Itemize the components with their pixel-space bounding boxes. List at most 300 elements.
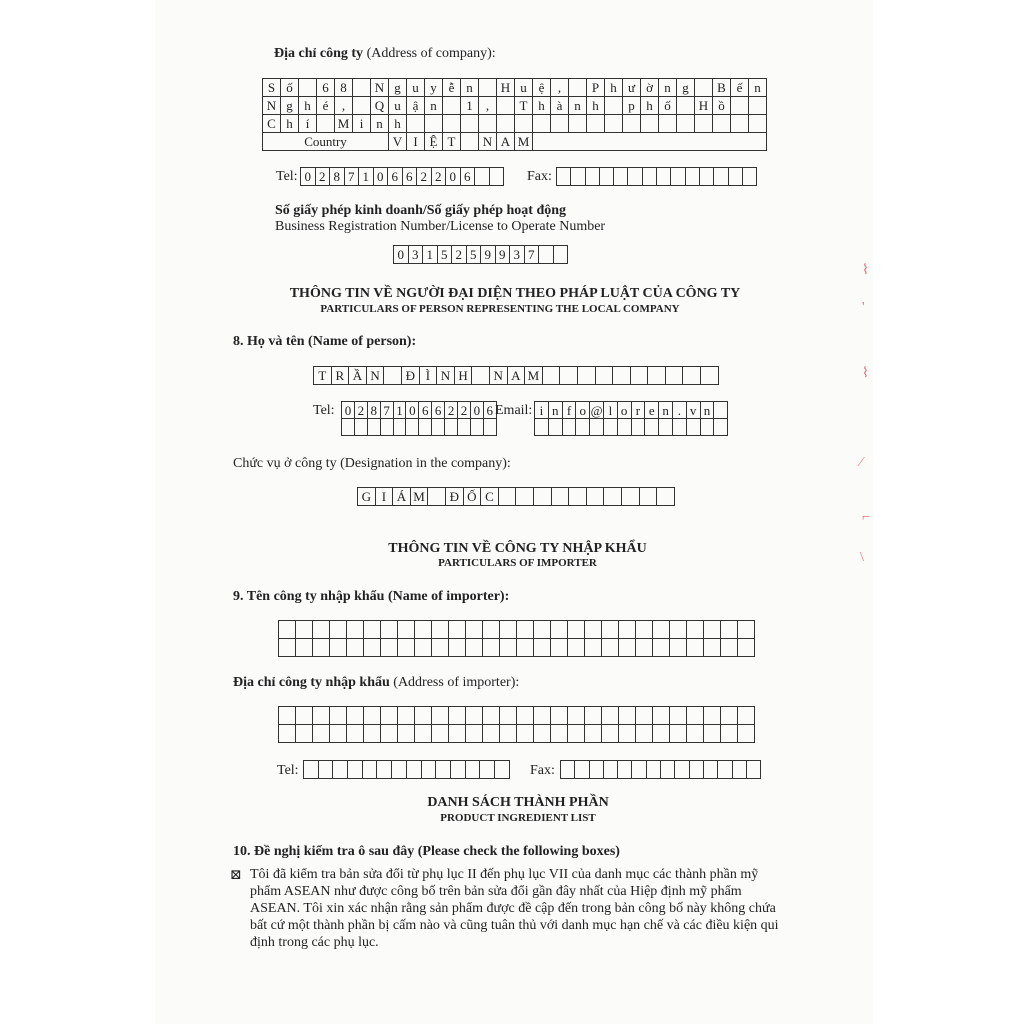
importer-name-cell[interactable] bbox=[636, 639, 653, 657]
license-cell[interactable]: 9 bbox=[496, 246, 511, 264]
person-tel-cell[interactable]: 6 bbox=[484, 402, 497, 419]
importer-name-cell[interactable] bbox=[330, 621, 347, 639]
importer-address-cell[interactable] bbox=[585, 725, 602, 743]
importer-name-cell[interactable] bbox=[653, 639, 670, 657]
country-cell[interactable]: M bbox=[515, 133, 533, 151]
email-cell[interactable] bbox=[604, 419, 618, 436]
person-tel-cell[interactable] bbox=[458, 419, 471, 436]
importer-tel-cell[interactable] bbox=[333, 761, 348, 779]
address-cell[interactable]: n bbox=[425, 97, 443, 115]
address-cell[interactable]: h bbox=[641, 97, 659, 115]
importer-address-cell[interactable] bbox=[483, 707, 500, 725]
importer-fax-cell[interactable] bbox=[647, 761, 661, 779]
importer-address-cell[interactable] bbox=[364, 725, 381, 743]
importer-name-cell[interactable] bbox=[585, 621, 602, 639]
importer-address-cell[interactable] bbox=[653, 707, 670, 725]
fax-cell[interactable] bbox=[714, 168, 728, 186]
name-cell[interactable]: M bbox=[525, 367, 543, 385]
importer-address-cell[interactable] bbox=[500, 707, 517, 725]
email-cell[interactable]: n bbox=[659, 402, 673, 419]
name-cell[interactable] bbox=[683, 367, 701, 385]
importer-name-cell[interactable] bbox=[364, 639, 381, 657]
importer-address-cell[interactable] bbox=[500, 725, 517, 743]
importer-tel-cell[interactable] bbox=[422, 761, 437, 779]
importer-fax-cell[interactable] bbox=[590, 761, 604, 779]
importer-name-cell[interactable] bbox=[500, 621, 517, 639]
person-tel-cell[interactable] bbox=[381, 419, 394, 436]
email-cell[interactable] bbox=[590, 419, 604, 436]
importer-address-cell[interactable] bbox=[585, 707, 602, 725]
address-cell[interactable]: T bbox=[515, 97, 533, 115]
address-cell[interactable]: n bbox=[749, 79, 767, 97]
address-cell[interactable] bbox=[731, 97, 749, 115]
importer-name-cell[interactable] bbox=[568, 639, 585, 657]
importer-name-cell[interactable] bbox=[466, 621, 483, 639]
importer-address-cell[interactable] bbox=[687, 707, 704, 725]
address-cell[interactable]: h bbox=[299, 97, 317, 115]
importer-name-cell[interactable] bbox=[415, 639, 432, 657]
email-cell[interactable]: . bbox=[673, 402, 687, 419]
importer-name-cell[interactable] bbox=[721, 621, 738, 639]
email-cell[interactable] bbox=[535, 419, 549, 436]
tel-cell[interactable]: 6 bbox=[388, 168, 403, 186]
address-cell[interactable] bbox=[605, 115, 623, 133]
tel-cell[interactable]: 0 bbox=[374, 168, 389, 186]
person-tel-cell[interactable]: 0 bbox=[406, 402, 419, 419]
importer-fax-cell[interactable] bbox=[604, 761, 618, 779]
fax-cell[interactable] bbox=[657, 168, 671, 186]
importer-name-cell[interactable] bbox=[585, 639, 602, 657]
fax-cell[interactable] bbox=[557, 168, 571, 186]
address-cell[interactable] bbox=[677, 115, 695, 133]
designation-cell[interactable] bbox=[428, 488, 446, 506]
address-cell[interactable]: h bbox=[605, 79, 623, 97]
license-cell[interactable]: 3 bbox=[409, 246, 424, 264]
address-cell[interactable] bbox=[479, 79, 497, 97]
name-cell[interactable]: Ì bbox=[420, 367, 438, 385]
tel-cell[interactable]: 2 bbox=[316, 168, 331, 186]
importer-address-cell[interactable] bbox=[551, 707, 568, 725]
name-cell[interactable] bbox=[560, 367, 578, 385]
importer-address-cell[interactable] bbox=[449, 725, 466, 743]
importer-name-cell[interactable] bbox=[279, 639, 296, 657]
importer-fax-cell[interactable] bbox=[618, 761, 632, 779]
person-email-grid[interactable] bbox=[534, 401, 728, 436]
address-cell[interactable]: u bbox=[389, 97, 407, 115]
importer-tel-cell[interactable] bbox=[348, 761, 363, 779]
name-cell[interactable]: N bbox=[437, 367, 455, 385]
importer-tel-cell[interactable] bbox=[304, 761, 319, 779]
address-cell[interactable]: n bbox=[371, 115, 389, 133]
address-cell[interactable] bbox=[497, 97, 515, 115]
importer-name-cell[interactable] bbox=[534, 639, 551, 657]
email-cell[interactable]: v bbox=[687, 402, 701, 419]
address-cell[interactable]: h bbox=[533, 97, 551, 115]
importer-name-cell[interactable] bbox=[364, 621, 381, 639]
country-empty-area[interactable] bbox=[533, 133, 767, 151]
address-cell[interactable]: ố bbox=[281, 79, 299, 97]
email-cell[interactable]: o bbox=[576, 402, 590, 419]
fax-cell[interactable] bbox=[743, 168, 757, 186]
email-cell[interactable]: n bbox=[701, 402, 715, 419]
address-cell[interactable] bbox=[695, 79, 713, 97]
person-tel-cell[interactable] bbox=[471, 419, 484, 436]
checked-checkbox[interactable]: ⊠ bbox=[230, 868, 242, 883]
tel-cell[interactable]: 2 bbox=[417, 168, 432, 186]
importer-name-cell[interactable] bbox=[534, 621, 551, 639]
designation-cell[interactable] bbox=[516, 488, 534, 506]
person-tel-cell[interactable] bbox=[394, 419, 407, 436]
person-tel-cell[interactable]: 1 bbox=[394, 402, 407, 419]
license-cell[interactable]: 3 bbox=[510, 246, 525, 264]
address-cell[interactable]: p bbox=[623, 97, 641, 115]
fax-cell[interactable] bbox=[686, 168, 700, 186]
address-cell[interactable]: ồ bbox=[713, 97, 731, 115]
address-cell[interactable] bbox=[641, 115, 659, 133]
address-cell[interactable] bbox=[695, 115, 713, 133]
email-cell[interactable] bbox=[576, 419, 590, 436]
importer-name-cell[interactable] bbox=[653, 621, 670, 639]
address-cell[interactable] bbox=[569, 115, 587, 133]
name-cell[interactable]: A bbox=[508, 367, 526, 385]
address-cell[interactable] bbox=[407, 115, 425, 133]
importer-fax-cell[interactable] bbox=[747, 761, 761, 779]
name-cell[interactable] bbox=[596, 367, 614, 385]
country-cell[interactable]: V bbox=[389, 133, 407, 151]
importer-address-cell[interactable] bbox=[415, 725, 432, 743]
address-cell[interactable] bbox=[623, 115, 641, 133]
address-cell[interactable]: ờ bbox=[641, 79, 659, 97]
designation-cell[interactable] bbox=[604, 488, 622, 506]
name-cell[interactable]: Ầ bbox=[349, 367, 367, 385]
name-cell[interactable]: Đ bbox=[402, 367, 420, 385]
importer-name-cell[interactable] bbox=[738, 621, 755, 639]
importer-address-cell[interactable] bbox=[738, 725, 755, 743]
importer-address-cell[interactable] bbox=[415, 707, 432, 725]
importer-address-cell[interactable] bbox=[398, 725, 415, 743]
importer-address-cell[interactable] bbox=[636, 707, 653, 725]
address-cell[interactable]: C bbox=[263, 115, 281, 133]
importer-address-cell[interactable] bbox=[738, 707, 755, 725]
email-cell[interactable]: i bbox=[535, 402, 549, 419]
importer-address-cell[interactable] bbox=[687, 725, 704, 743]
importer-name-cell[interactable] bbox=[449, 639, 466, 657]
address-cell[interactable] bbox=[443, 115, 461, 133]
importer-address-cell[interactable] bbox=[347, 725, 364, 743]
email-cell[interactable] bbox=[701, 419, 715, 436]
importer-address-cell[interactable] bbox=[517, 707, 534, 725]
importer-name-cell[interactable] bbox=[721, 639, 738, 657]
address-cell[interactable]: é bbox=[317, 97, 335, 115]
importer-name-cell[interactable] bbox=[738, 639, 755, 657]
importer-name-cell[interactable] bbox=[432, 639, 449, 657]
address-cell[interactable]: g bbox=[677, 79, 695, 97]
email-cell[interactable]: n bbox=[549, 402, 563, 419]
fax-cell[interactable] bbox=[571, 168, 585, 186]
importer-name-cell[interactable] bbox=[517, 639, 534, 657]
importer-address-cell[interactable] bbox=[721, 707, 738, 725]
person-tel-cell[interactable] bbox=[355, 419, 368, 436]
importer-name-cell[interactable] bbox=[398, 639, 415, 657]
address-cell[interactable] bbox=[299, 79, 317, 97]
importer-address-cell[interactable] bbox=[517, 725, 534, 743]
email-cell[interactable]: f bbox=[563, 402, 577, 419]
importer-name-cell[interactable] bbox=[619, 639, 636, 657]
person-tel-cell[interactable]: 2 bbox=[355, 402, 368, 419]
address-cell[interactable]: H bbox=[695, 97, 713, 115]
importer-name-cell[interactable] bbox=[296, 621, 313, 639]
address-cell[interactable]: n bbox=[659, 79, 677, 97]
importer-name-cell[interactable] bbox=[296, 639, 313, 657]
importer-address-cell[interactable] bbox=[296, 725, 313, 743]
address-cell[interactable]: M bbox=[335, 115, 353, 133]
name-cell[interactable] bbox=[543, 367, 561, 385]
importer-address-cell[interactable] bbox=[670, 707, 687, 725]
email-cell[interactable] bbox=[714, 402, 728, 419]
importer-address-cell[interactable] bbox=[636, 725, 653, 743]
importer-tel-cell[interactable] bbox=[466, 761, 481, 779]
importer-address-cell[interactable] bbox=[602, 707, 619, 725]
importer-tel-cell[interactable] bbox=[363, 761, 378, 779]
importer-name-cell[interactable] bbox=[704, 621, 721, 639]
license-cell[interactable] bbox=[554, 246, 569, 264]
fax-cell[interactable] bbox=[614, 168, 628, 186]
importer-address-cell[interactable] bbox=[296, 707, 313, 725]
address-cell[interactable]: P bbox=[587, 79, 605, 97]
importer-tel-cell[interactable] bbox=[392, 761, 407, 779]
address-cell[interactable]: ễ bbox=[443, 79, 461, 97]
importer-address-cell[interactable] bbox=[279, 707, 296, 725]
address-cell[interactable]: h bbox=[587, 97, 605, 115]
address-cell[interactable] bbox=[461, 115, 479, 133]
address-cell[interactable] bbox=[677, 97, 695, 115]
email-cell[interactable] bbox=[618, 419, 632, 436]
address-cell[interactable]: Q bbox=[371, 97, 389, 115]
importer-tel-cell[interactable] bbox=[480, 761, 495, 779]
designation-cell[interactable]: G bbox=[358, 488, 376, 506]
address-cell[interactable]: , bbox=[335, 97, 353, 115]
address-cell[interactable]: h bbox=[281, 115, 299, 133]
address-cell[interactable] bbox=[425, 115, 443, 133]
country-cell[interactable]: T bbox=[443, 133, 461, 151]
address-cell[interactable] bbox=[443, 97, 461, 115]
importer-address-cell[interactable] bbox=[347, 707, 364, 725]
designation-cell[interactable]: Đ bbox=[446, 488, 464, 506]
address-cell[interactable]: S bbox=[263, 79, 281, 97]
address-cell[interactable]: g bbox=[281, 97, 299, 115]
name-cell[interactable]: N bbox=[367, 367, 385, 385]
person-tel-cell[interactable]: 6 bbox=[432, 402, 445, 419]
importer-name-cell[interactable] bbox=[330, 639, 347, 657]
address-cell[interactable]: ố bbox=[659, 97, 677, 115]
importer-address-cell[interactable] bbox=[279, 725, 296, 743]
importer-address-cell[interactable] bbox=[432, 725, 449, 743]
importer-address-cell[interactable] bbox=[568, 725, 585, 743]
tel-cell[interactable] bbox=[475, 168, 490, 186]
designation-cell[interactable]: Ố bbox=[464, 488, 482, 506]
address-cell[interactable] bbox=[353, 79, 371, 97]
designation-cell[interactable]: C bbox=[481, 488, 499, 506]
license-cell[interactable]: 5 bbox=[438, 246, 453, 264]
address-cell[interactable] bbox=[587, 115, 605, 133]
address-cell[interactable] bbox=[479, 115, 497, 133]
importer-fax-cell[interactable] bbox=[632, 761, 646, 779]
country-cell[interactable]: N bbox=[479, 133, 497, 151]
person-tel-cell[interactable]: 2 bbox=[458, 402, 471, 419]
importer-fax-cell[interactable] bbox=[704, 761, 718, 779]
address-cell[interactable]: ế bbox=[731, 79, 749, 97]
email-cell[interactable] bbox=[632, 419, 646, 436]
address-cell[interactable] bbox=[713, 115, 731, 133]
name-cell[interactable]: N bbox=[490, 367, 508, 385]
importer-name-cell[interactable] bbox=[313, 621, 330, 639]
importer-name-cell[interactable] bbox=[500, 639, 517, 657]
importer-name-cell[interactable] bbox=[466, 639, 483, 657]
name-cell[interactable] bbox=[631, 367, 649, 385]
importer-fax-grid[interactable] bbox=[560, 760, 761, 779]
importer-name-cell[interactable] bbox=[279, 621, 296, 639]
importer-address-cell[interactable] bbox=[398, 707, 415, 725]
address-cell[interactable]: 8 bbox=[335, 79, 353, 97]
importer-address-cell[interactable] bbox=[466, 707, 483, 725]
tel-cell[interactable]: 0 bbox=[301, 168, 316, 186]
importer-fax-cell[interactable] bbox=[575, 761, 589, 779]
address-cell[interactable]: N bbox=[371, 79, 389, 97]
importer-fax-cell[interactable] bbox=[733, 761, 747, 779]
importer-address-cell[interactable] bbox=[313, 707, 330, 725]
importer-fax-cell[interactable] bbox=[690, 761, 704, 779]
importer-address-cell[interactable] bbox=[568, 707, 585, 725]
email-cell[interactable]: e bbox=[645, 402, 659, 419]
designation-cell[interactable]: Á bbox=[393, 488, 411, 506]
importer-address-cell[interactable] bbox=[449, 707, 466, 725]
email-cell[interactable] bbox=[687, 419, 701, 436]
fax-cell[interactable] bbox=[671, 168, 685, 186]
address-cell[interactable]: H bbox=[497, 79, 515, 97]
importer-name-grid[interactable] bbox=[278, 620, 755, 657]
email-cell[interactable] bbox=[549, 419, 563, 436]
email-cell[interactable] bbox=[673, 419, 687, 436]
email-cell[interactable]: @ bbox=[590, 402, 603, 418]
country-cell[interactable] bbox=[461, 133, 479, 151]
name-cell[interactable]: R bbox=[332, 367, 350, 385]
importer-address-cell[interactable] bbox=[653, 725, 670, 743]
company-tel-grid[interactable] bbox=[300, 167, 504, 186]
importer-address-cell[interactable] bbox=[534, 725, 551, 743]
importer-address-cell[interactable] bbox=[330, 707, 347, 725]
importer-name-cell[interactable] bbox=[602, 639, 619, 657]
designation-cell[interactable] bbox=[569, 488, 587, 506]
importer-fax-cell[interactable] bbox=[561, 761, 575, 779]
tel-cell[interactable]: 7 bbox=[345, 168, 360, 186]
importer-address-cell[interactable] bbox=[381, 725, 398, 743]
designation-cell[interactable] bbox=[534, 488, 552, 506]
license-cell[interactable]: 0 bbox=[394, 246, 409, 264]
address-cell[interactable]: i bbox=[353, 115, 371, 133]
address-cell[interactable]: 6 bbox=[317, 79, 335, 97]
address-cell[interactable] bbox=[353, 97, 371, 115]
country-cell[interactable]: Ệ bbox=[425, 133, 443, 151]
company-fax-grid[interactable] bbox=[556, 167, 757, 186]
importer-address-cell[interactable] bbox=[313, 725, 330, 743]
person-tel-cell[interactable] bbox=[342, 419, 355, 436]
importer-name-cell[interactable] bbox=[381, 639, 398, 657]
address-cell[interactable] bbox=[551, 115, 569, 133]
importer-tel-cell[interactable] bbox=[407, 761, 422, 779]
fax-cell[interactable] bbox=[628, 168, 642, 186]
designation-cell[interactable]: M bbox=[411, 488, 429, 506]
address-cell[interactable]: ệ bbox=[533, 79, 551, 97]
importer-name-cell[interactable] bbox=[517, 621, 534, 639]
fax-cell[interactable] bbox=[643, 168, 657, 186]
name-cell[interactable] bbox=[472, 367, 490, 385]
person-tel-cell[interactable] bbox=[406, 419, 419, 436]
importer-name-cell[interactable] bbox=[313, 639, 330, 657]
importer-name-cell[interactable] bbox=[381, 621, 398, 639]
person-tel-cell[interactable]: 8 bbox=[368, 402, 381, 419]
name-cell[interactable]: T bbox=[314, 367, 332, 385]
address-cell[interactable] bbox=[569, 79, 587, 97]
person-tel-cell[interactable]: 0 bbox=[342, 402, 355, 419]
license-cell[interactable]: 7 bbox=[525, 246, 540, 264]
importer-name-cell[interactable] bbox=[687, 621, 704, 639]
address-cell[interactable]: ậ bbox=[407, 97, 425, 115]
importer-address-cell[interactable] bbox=[466, 725, 483, 743]
address-cell[interactable]: à bbox=[551, 97, 569, 115]
importer-address-cell[interactable] bbox=[381, 707, 398, 725]
importer-address-cell[interactable] bbox=[721, 725, 738, 743]
importer-name-cell[interactable] bbox=[483, 639, 500, 657]
name-cell[interactable] bbox=[701, 367, 719, 385]
designation-cell[interactable] bbox=[622, 488, 640, 506]
importer-address-cell[interactable] bbox=[432, 707, 449, 725]
address-cell[interactable]: h bbox=[389, 115, 407, 133]
address-cell[interactable] bbox=[515, 115, 533, 133]
tel-cell[interactable] bbox=[490, 168, 505, 186]
address-cell[interactable]: u bbox=[515, 79, 533, 97]
person-name-grid[interactable] bbox=[313, 366, 719, 385]
importer-name-cell[interactable] bbox=[432, 621, 449, 639]
name-cell[interactable] bbox=[384, 367, 402, 385]
person-tel-cell[interactable] bbox=[432, 419, 445, 436]
importer-address-cell[interactable] bbox=[670, 725, 687, 743]
name-cell[interactable] bbox=[666, 367, 684, 385]
designation-cell[interactable] bbox=[552, 488, 570, 506]
address-cell[interactable] bbox=[605, 97, 623, 115]
importer-fax-cell[interactable] bbox=[661, 761, 675, 779]
importer-name-cell[interactable] bbox=[687, 639, 704, 657]
importer-name-cell[interactable] bbox=[551, 621, 568, 639]
designation-cell[interactable] bbox=[657, 488, 675, 506]
fax-cell[interactable] bbox=[586, 168, 600, 186]
address-cell[interactable]: 1 bbox=[461, 97, 479, 115]
person-tel-grid[interactable] bbox=[341, 401, 497, 436]
importer-tel-grid[interactable] bbox=[303, 760, 510, 779]
tel-cell[interactable]: 8 bbox=[330, 168, 345, 186]
importer-fax-cell[interactable] bbox=[675, 761, 689, 779]
address-cell[interactable]: ư bbox=[623, 79, 641, 97]
address-cell[interactable]: u bbox=[407, 79, 425, 97]
importer-address-cell[interactable] bbox=[602, 725, 619, 743]
license-cell[interactable] bbox=[539, 246, 554, 264]
fax-cell[interactable] bbox=[700, 168, 714, 186]
address-cell[interactable] bbox=[749, 115, 767, 133]
country-cell[interactable]: I bbox=[407, 133, 425, 151]
importer-tel-cell[interactable] bbox=[495, 761, 510, 779]
person-tel-cell[interactable] bbox=[419, 419, 432, 436]
importer-address-cell[interactable] bbox=[619, 707, 636, 725]
importer-name-cell[interactable] bbox=[670, 621, 687, 639]
